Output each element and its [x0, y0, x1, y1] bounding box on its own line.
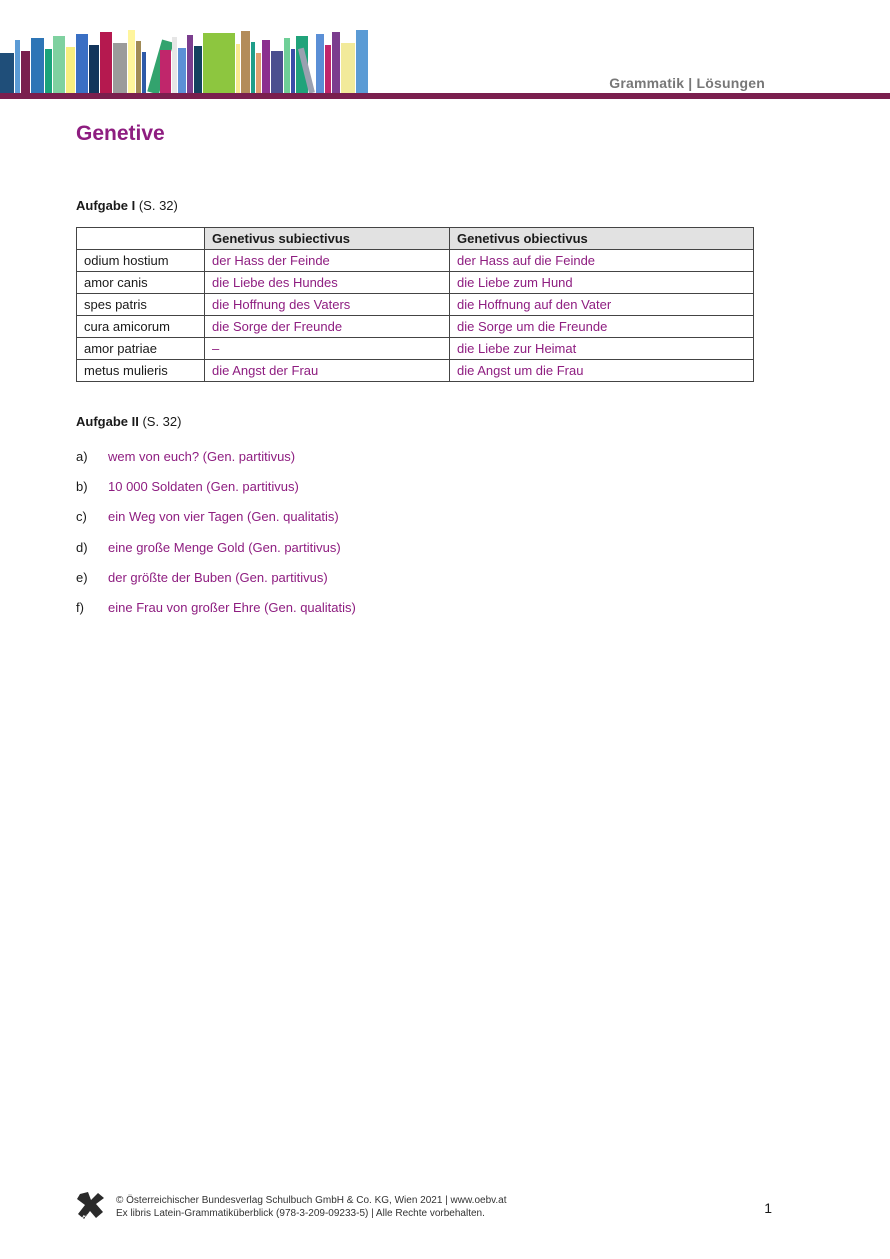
- subiectivus-cell: die Liebe des Hundes: [205, 272, 450, 294]
- book-spine: [291, 49, 295, 93]
- list-item-answer: eine große Menge Gold (Gen. partitivus): [108, 539, 341, 555]
- book-spine: [128, 30, 135, 93]
- book-spine: [66, 47, 75, 93]
- book-spine: [31, 38, 44, 93]
- book-spine: [332, 32, 340, 93]
- book-spine: [316, 34, 324, 93]
- task2-heading: [76, 414, 181, 429]
- latin-phrase-cell: spes patris: [77, 294, 205, 316]
- page-number: 1: [764, 1200, 772, 1216]
- task1-heading-page: (S. 32): [135, 198, 178, 213]
- book-spine: [236, 44, 240, 93]
- table-header-cell: Genetivus obiectivus: [450, 228, 754, 250]
- page-title: Genetive: [76, 122, 165, 145]
- latin-phrase-cell: cura amicorum: [77, 316, 205, 338]
- book-spine: [325, 45, 331, 93]
- book-spine: [194, 46, 202, 93]
- header-title: Grammatik | Lösungen: [609, 75, 765, 91]
- task2-answer-list: [76, 441, 356, 623]
- list-item: [76, 592, 356, 622]
- book-spine: [178, 48, 186, 93]
- table-row: [77, 360, 754, 382]
- list-item-answer: der größte der Buben (Gen. partitivus): [108, 569, 328, 585]
- genitive-table: [76, 227, 754, 382]
- obiectivus-cell: der Hass auf die Feinde: [450, 250, 754, 272]
- list-item: [76, 471, 356, 501]
- book-spine: [76, 34, 88, 93]
- book-spine: [172, 37, 177, 93]
- list-item-answer: eine Frau von großer Ehre (Gen. qualitatis): [108, 600, 356, 616]
- book-spine: [160, 50, 171, 93]
- list-item-answer: wem von euch? (Gen. partitivus): [108, 448, 296, 464]
- book-spine: [113, 43, 127, 93]
- subiectivus-cell: die Angst der Frau: [205, 360, 450, 382]
- footer-copyright: [116, 1194, 507, 1220]
- table-row: [77, 250, 754, 272]
- book-spine: [271, 51, 283, 93]
- book-spine: [15, 40, 20, 93]
- list-item-label: e): [76, 569, 88, 585]
- task1-heading-label: Aufgabe I: [76, 198, 136, 213]
- book-spine: [256, 53, 261, 93]
- book-spine: [21, 51, 30, 93]
- bookshelf-banner: [0, 0, 460, 94]
- obiectivus-cell: die Liebe zum Hund: [450, 272, 754, 294]
- list-item-label: f): [76, 600, 84, 616]
- obiectivus-cell: die Hoffnung auf den Vater: [450, 294, 754, 316]
- subiectivus-cell: die Hoffnung des Vaters: [205, 294, 450, 316]
- list-item: [76, 441, 356, 471]
- list-item-answer: 10 000 Soldaten (Gen. partitivus): [108, 478, 299, 494]
- page-footer: [0, 1188, 890, 1228]
- latin-phrase-cell: amor patriae: [77, 338, 205, 360]
- subiectivus-cell: –: [205, 338, 450, 360]
- page-header: [0, 0, 890, 100]
- book-spine: [356, 30, 368, 93]
- svg-text:öbv: öbv: [82, 1215, 95, 1222]
- task2-heading-page: (S. 32): [138, 414, 182, 429]
- book-spine: [187, 35, 193, 93]
- obiectivus-cell: die Angst um die Frau: [450, 360, 754, 382]
- obiectivus-cell: die Liebe zur Heimat: [450, 338, 754, 360]
- book-spine: [262, 40, 270, 93]
- book-spine: [241, 31, 250, 93]
- list-item-label: c): [76, 509, 87, 525]
- table-row: [77, 294, 754, 316]
- list-item-label: d): [76, 539, 88, 555]
- header-rule: [0, 93, 890, 99]
- list-item-answer: ein Weg von vier Tagen (Gen. qualitatis): [108, 509, 339, 525]
- list-item-label: a): [76, 448, 88, 464]
- list-item-label: b): [76, 478, 88, 494]
- list-item: [76, 532, 356, 562]
- book-spine: [53, 36, 65, 93]
- book-spine: [0, 53, 14, 93]
- list-item: [76, 562, 356, 592]
- footer-line-1: © Österreichischer Bundesverlag Schulbuch GmbH & Co. KG, Wien 2021 | www.oebv.at: [116, 1195, 507, 1206]
- task1-heading: [76, 198, 178, 213]
- book-spine: [284, 38, 290, 93]
- task2-heading-label: Aufgabe II: [76, 414, 139, 429]
- book-spine: [341, 43, 355, 93]
- table-header-cell: [77, 228, 205, 250]
- table-row: [77, 316, 754, 338]
- subiectivus-cell: die Sorge der Freunde: [205, 316, 450, 338]
- subiectivus-cell: der Hass der Feinde: [205, 250, 450, 272]
- table-row: [77, 338, 754, 360]
- table-header-row: [77, 228, 754, 250]
- latin-phrase-cell: metus mulieris: [77, 360, 205, 382]
- list-item: [76, 502, 356, 532]
- oebv-logo-icon: [76, 1190, 106, 1222]
- book-spine: [203, 33, 235, 93]
- obiectivus-cell: die Sorge um die Freunde: [450, 316, 754, 338]
- book-spine: [251, 42, 255, 93]
- footer-line-2: Ex libris Latein-Grammatiküberblick (978-3-209-09233-5) | Alle Rechte vorbehalten.: [116, 1208, 485, 1219]
- book-spine: [136, 41, 141, 93]
- book-spine: [89, 45, 99, 93]
- table-header-cell: Genetivus subiectivus: [205, 228, 450, 250]
- book-spine: [100, 32, 112, 93]
- latin-phrase-cell: odium hostium: [77, 250, 205, 272]
- book-spine: [142, 52, 146, 93]
- book-spine: [45, 49, 52, 93]
- table-row: [77, 272, 754, 294]
- latin-phrase-cell: amor canis: [77, 272, 205, 294]
